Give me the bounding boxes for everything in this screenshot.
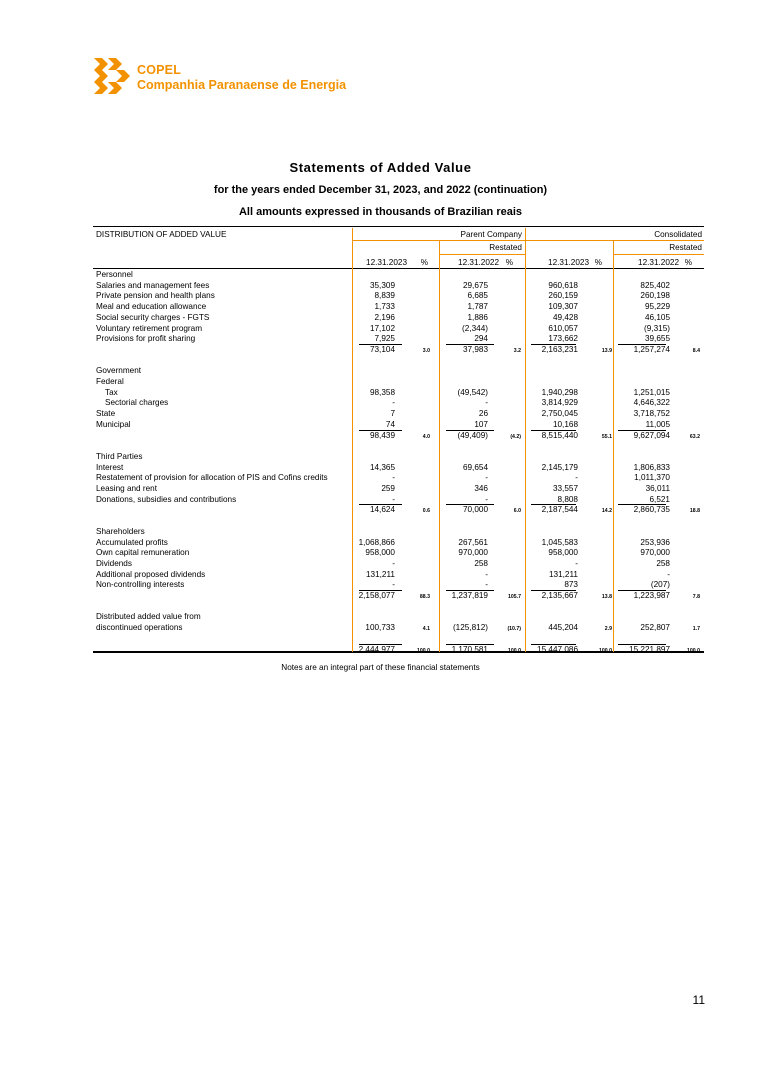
table-row [93,463,704,474]
row-label: discontinued operations [96,623,183,633]
row-label: Accumulated profits [96,537,168,547]
table-row [93,623,704,634]
row-label: State [96,409,116,419]
cell-value: 74 [385,419,395,429]
table-row [93,356,704,367]
cell-value: 873 [564,580,578,590]
subtotal-rule [618,644,666,645]
row-label: Donations, subsidies and contributions [96,494,237,504]
cell-value: 2,750,045 [541,409,578,419]
cell-percent: 2.9 [604,626,612,633]
cell-value: 2,196 [374,312,395,322]
row-label: Additional proposed dividends [96,569,206,579]
subtotal-rule [618,344,666,345]
cell-value: 7,925 [374,334,395,344]
cell-value: 14,624 [369,505,395,515]
cell-value: 1,170,581 [451,644,488,654]
row-label: Salaries and management fees [96,280,210,290]
cell-value: - [392,580,395,590]
table-row [93,559,704,570]
notes-footer: Notes are an integral part of these financial statements [281,663,480,672]
col-header-2022-consolidated: 12.31.2022 [638,258,679,267]
subtotal-rule [359,644,402,645]
cell-value: 1,806,833 [633,462,670,472]
cell-percent: 88.3 [419,594,430,600]
cell-value: 2,145,179 [541,462,578,472]
cell-value: - [392,473,395,483]
table-row [93,313,704,324]
page-title: Statements of Added Value [289,160,472,175]
row-label: Social security charges - FGTS [96,312,210,322]
cell-value: 17,102 [369,323,395,333]
table-row [93,612,704,623]
cell-value: 267,561 [458,537,488,547]
cell-value: 1,733 [374,302,395,312]
subtotal-rule [446,344,494,345]
cell-value: 15,447,086 [537,644,578,654]
cell-percent: 100.0 [599,647,612,654]
cell-value: 36,011 [645,484,670,493]
cell-value: 3,814,929 [541,398,578,408]
row-label: Meal and education allowance [96,302,207,312]
cell-value: 69,654 [462,462,488,472]
cell-value: - [575,558,578,568]
cell-value: 253,936 [640,537,670,547]
table-row [93,516,704,527]
cell-value: 1,257,274 [633,344,670,354]
row-label: Voluntary retirement program [96,323,203,333]
cell-value: 960,618 [548,280,578,290]
cell-percent: 55.1 [601,433,612,440]
subtotal-rule [531,344,576,345]
subtotal-rule [359,504,402,505]
cell-percent: (10.7) [507,626,521,633]
header-restated-consolidated: Restated [669,243,702,252]
row-label: Dividends [96,558,132,568]
cell-value: 958,000 [365,548,395,558]
cell-value: (49,542) [457,387,488,397]
table-row [93,548,704,559]
subtotal-rule [359,590,402,591]
cell-value: 1,011,370 [634,473,670,483]
cell-value: 100,733 [365,623,395,633]
cell-value: 1,940,298 [541,387,578,397]
restated-underline [439,254,525,255]
row-label: Private pension and health plans [96,291,215,301]
cell-value: 2,135,667 [541,591,578,600]
cell-percent: 7.8 [692,594,700,600]
cell-value: 35,309 [369,280,395,290]
cell-percent: 13.9 [601,347,612,354]
cell-percent: 105.7 [508,594,521,600]
cell-value: 33,557 [552,484,578,493]
cell-value: 9,627,094 [633,430,670,440]
subtotal-rule [359,430,402,431]
row-label: Provisions for profit sharing [96,334,196,344]
table-row [93,281,704,292]
table-row [93,602,704,613]
cell-value: 98,358 [369,387,395,397]
subtotal-rule [531,644,576,645]
cell-value: 294 [474,334,488,344]
subtotal-rule [531,504,576,505]
header-consolidated: Consolidated [654,230,702,239]
cell-value: 11,005 [645,419,670,429]
cell-value: 73,104 [369,344,395,354]
cell-value: 39,655 [644,334,670,344]
cell-value: (2,344) [462,323,488,333]
cell-value: 260,198 [640,291,670,301]
cell-value: 260,159 [548,291,578,301]
cell-value: 131,211 [366,569,395,579]
table-row [93,473,704,484]
cell-value: 26 [478,409,488,419]
units-note: All amounts expressed in thousands of Brazilian reais [238,206,523,218]
cell-value: 14,365 [369,462,395,472]
cell-value: 258 [474,558,488,568]
col-header-pct: % [420,258,428,267]
subtotal-rule [446,644,494,645]
table-row [93,366,704,377]
cell-value: 1,886 [467,312,488,322]
cell-value: 1,045,583 [541,537,578,547]
cell-value: 95,229 [644,302,670,312]
table-row-total [93,591,704,602]
cell-percent: 3.0 [422,347,430,354]
table-row [93,570,704,581]
table-row [93,484,704,495]
cell-percent: (4.2) [510,433,521,440]
table-row [93,291,704,302]
brand-name: COPEL [137,63,182,77]
cell-value: - [485,494,488,504]
group-underline [352,240,704,241]
cell-value: 445,204 [548,623,578,633]
subtotal-rule [446,430,494,431]
cell-percent: 14.2 [601,508,612,515]
cell-value: 2,860,735 [633,505,670,515]
cell-value: 29,675 [462,280,488,290]
cell-value: 1,068,866 [358,537,395,547]
subtotal-rule [618,430,666,431]
cell-value: - [392,398,395,408]
row-label: Restatement of provision for allocation of PIS and Cofins credits [96,473,328,483]
cell-value: - [485,473,488,483]
cell-value: - [485,569,488,579]
table-row [93,398,704,409]
row-label: Personnel [96,270,133,279]
cell-value: - [392,558,395,568]
cell-value: 37,983 [462,344,488,354]
cell-value: 107 [474,419,488,429]
cell-value: - [667,569,670,579]
table-row [93,324,704,335]
row-label: Municipal [96,419,131,429]
table-row [93,388,704,399]
table-row [93,441,704,452]
subtotal-rule [446,590,494,591]
table-row [93,452,704,463]
cell-value: 1,223,987 [633,591,670,600]
cell-value: 1,237,819 [451,591,488,600]
cell-percent: 3.2 [513,347,521,354]
cell-percent: 13.8 [601,594,612,600]
col-header-pct: % [684,258,692,267]
cell-value: 8,839 [374,291,395,301]
row-label: Own capital remuneration [96,548,190,558]
cell-value: 825,402 [640,280,670,290]
table-row-total [93,645,704,656]
col-header-2023-consolidated: 12.31.2023 [548,258,589,267]
table-row [93,538,704,549]
cell-value: 1,251,015 [633,387,670,397]
cell-value: 970,000 [640,548,670,558]
col-header-pct: % [594,258,602,267]
subtotal-rule [359,344,402,345]
cell-value: 2,187,544 [541,505,578,515]
cell-value: - [575,473,578,483]
cell-value: 252,807 [640,623,670,633]
subtotal-rule [618,590,666,591]
col-header-pct: % [505,258,513,267]
cell-percent: 4.0 [422,433,430,440]
cell-value: 173,662 [548,334,578,344]
cell-percent: 6.0 [513,508,521,515]
restated-underline [613,254,704,255]
row-label: Leasing and rent [96,484,157,493]
cell-percent: 63.2 [689,433,700,440]
page-subtitle: for the years ended December 31, 2023, and 2022 (continuation) [213,184,548,196]
cell-value: (49,409) [457,430,488,440]
cell-percent: 4.1 [422,626,430,633]
row-label: Federal [96,377,124,386]
cell-value: 2,444,977 [358,644,395,654]
cell-value: 970,000 [458,548,488,558]
header-parent-company: Parent Company [460,230,522,239]
cell-percent: 0.6 [422,508,430,515]
cell-value: - [485,398,488,408]
subtotal-rule [531,590,576,591]
cell-value: 6,521 [649,494,670,504]
row-label: Tax [105,387,118,397]
cell-value: 7 [390,409,395,419]
table-row [93,302,704,313]
cell-value: (125,812) [452,623,488,633]
cell-value: 3,718,752 [633,409,670,419]
cell-percent: 100.0 [417,647,430,654]
cell-value: (9,315) [644,323,670,333]
row-label: Third Parties [96,451,143,461]
cell-value: 1,787 [467,302,488,312]
brand-full-name: Companhia Paranaense de Energia [137,78,347,92]
cell-value: 15,221,897 [629,644,670,654]
cell-value: 98,439 [369,430,395,440]
cell-value: 109,307 [548,302,578,312]
subtotal-rule [618,504,666,505]
cell-value: 2,163,231 [541,344,578,354]
cell-percent: 100.0 [508,647,521,654]
cell-value: 10,168 [552,419,578,429]
row-label: Non-controlling interests [96,580,185,590]
cell-value: 70,000 [462,505,488,515]
cell-value: 46,105 [644,312,670,322]
cell-value: 131,211 [549,569,578,579]
cell-value: - [485,580,488,590]
cell-value: 8,515,440 [541,430,578,440]
cell-value: 958,000 [548,548,578,558]
col-header-2023-parent: 12.31.2023 [366,258,407,267]
cell-percent: 18.8 [689,508,700,515]
cell-value: 49,428 [552,312,578,322]
cell-value: 258 [656,558,670,568]
subtotal-rule [446,504,494,505]
cell-percent: 100.0 [687,647,700,654]
cell-value: 8,808 [557,494,578,504]
header-restated-parent: Restated [489,243,522,252]
row-label: Shareholders [96,526,145,536]
page-number: 11 [692,993,705,1007]
cell-value: - [392,494,395,504]
cell-percent: 1.7 [692,626,700,633]
row-label: Interest [96,462,124,472]
table-row [93,409,704,420]
cell-value: 4,646,322 [633,398,670,408]
table-row-total [93,505,704,516]
table-row [93,270,704,281]
cell-value: (207) [650,580,670,590]
cell-value: 259 [381,484,395,493]
col-header-2022-parent: 12.31.2022 [458,258,499,267]
table-row [93,377,704,388]
table-row-total [93,431,704,442]
row-label: Government [96,366,142,376]
table-row [93,527,704,538]
row-label: Distributed added value from [96,612,201,622]
table-top-rule [93,226,704,227]
table-row-total [93,345,704,356]
section-header: DISTRIBUTION OF ADDED VALUE [96,230,227,239]
cell-value: 2,158,077 [358,591,395,600]
cell-value: 610,057 [548,323,578,333]
cell-value: 346 [474,484,488,493]
copel-logo-icon [94,58,130,94]
subtotal-rule [531,430,576,431]
cell-value: 6,685 [467,291,488,301]
row-label: Sectorial charges [105,398,169,408]
cell-percent: 8.4 [692,347,700,354]
